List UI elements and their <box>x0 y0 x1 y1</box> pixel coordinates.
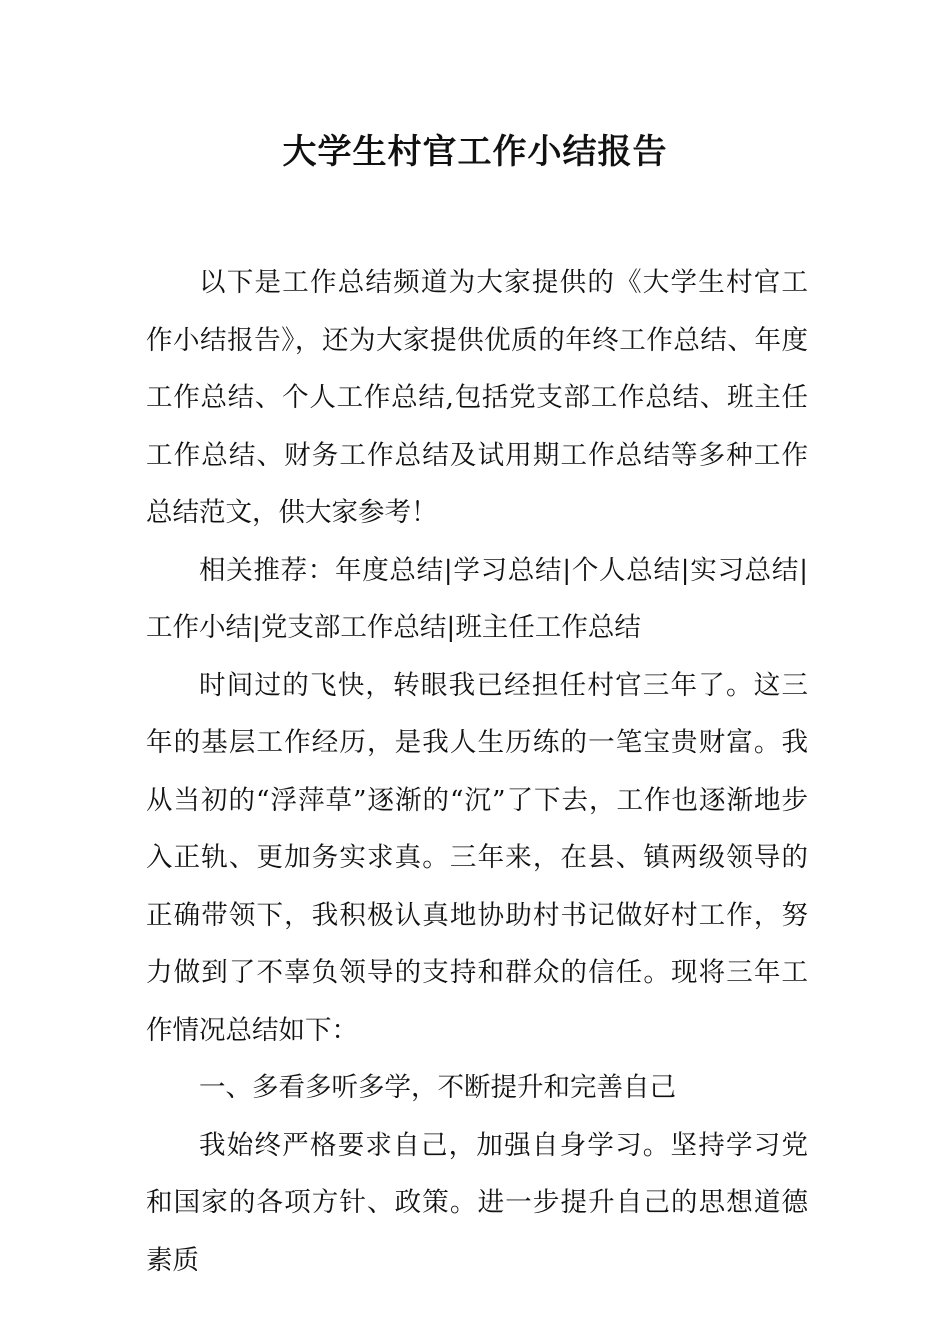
document-body <box>146 254 808 1289</box>
intro-paragraph: 以下是工作总结频道为大家提供的《大学生村官工作小结报告》，还为大家提供优质的年终工作总结、年度工作总结、个人工作总结,包括党支部工作总结、班主任工作总结、财务工作总结及试用期工作总结等多种工作总结范文，供大家参考！ <box>146 267 808 528</box>
related-recommendations-paragraph: 相关推荐：年度总结|学习总结|个人总结|实习总结|工作小结|党支部工作总结|班主任工作总结 <box>146 554 808 643</box>
opening-paragraph: 时间过的飞快，转眼我已经担任村官三年了。这三年的基层工作经历，是我人生历练的一笔宝贵财富。我从当初的“浮萍草”逐渐的“沉”了下去，工作也逐渐地步入正轨、更加务实求真。三年来，在县、镇两级领导的正确带领下，我积极认真地协助村书记做好村工作，努力做到了不辜负领导的支持和群众的信任。现将三年工作情况总结如下： <box>146 669 808 1046</box>
section-heading-one: 一、多看多听多学，不断提升和完善自己 <box>199 1072 676 1103</box>
section-one-paragraph: 我始终严格要求自己，加强自身学习。坚持学习党和国家的各项方针、政策。进一步提升自己的思想道德素质 <box>146 1129 808 1276</box>
document-title: 大学生村官工作小结报告 <box>282 132 668 172</box>
